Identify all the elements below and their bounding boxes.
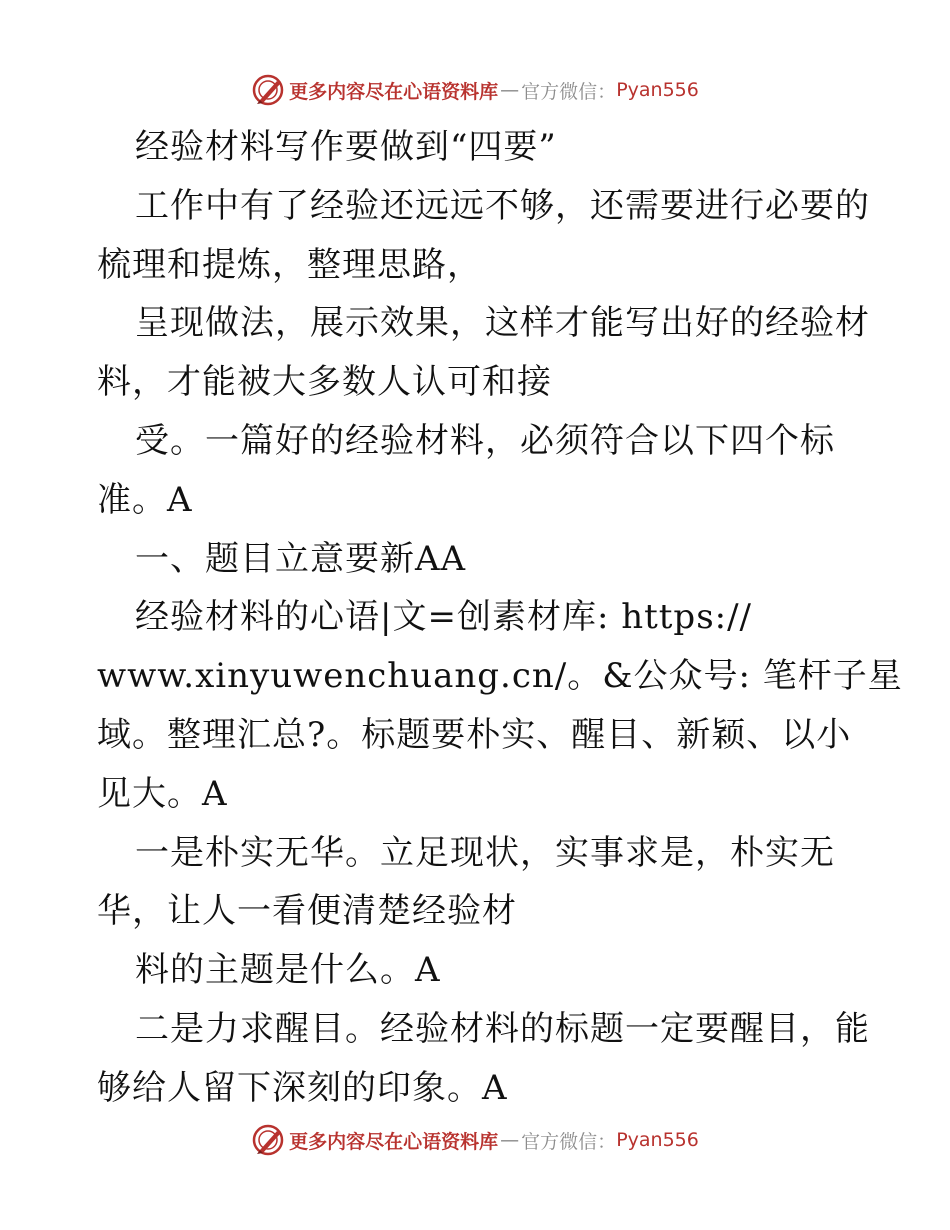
header-banner	[0, 70, 950, 110]
header-wechat-id: Pyan556	[616, 79, 699, 101]
document-body	[97, 118, 903, 1118]
paragraph-line: 见大。A	[97, 773, 228, 814]
paragraph-line: 料，才能被大多数人认可和接	[97, 362, 552, 403]
paragraph-line: 一是朴实无华。立足现状，实事求是，朴实无	[135, 832, 835, 873]
section-heading: 一、题目立意要新AA	[135, 538, 467, 579]
paragraph-line: 梳理和提炼，整理思路，	[97, 244, 482, 285]
paragraph-line: 工作中有了经验还远远不够，还需要进行必要的	[135, 185, 870, 226]
paragraph-line: 华，让人一看便清楚经验材	[97, 891, 517, 932]
footer-wechat-label: 官方微信：	[521, 1130, 617, 1153]
pen-logo-icon	[251, 1123, 285, 1157]
pen-logo-icon	[251, 73, 285, 107]
footer-banner	[0, 1120, 950, 1160]
header-brand-text: 更多内容尽在心语资料库	[289, 80, 499, 103]
footer-dash: —	[500, 1129, 520, 1151]
paragraph-line: 经验材料的心语|文=创素材库: https://	[135, 597, 753, 638]
paragraph-line: 准。A	[97, 479, 193, 520]
paragraph-line: 二是力求醒目。经验材料的标题一定要醒目，能	[135, 1008, 870, 1049]
paragraph-line: 受。一篇好的经验材料，必须符合以下四个标	[135, 420, 835, 461]
paragraph-line: 料的主题是什么。A	[135, 950, 441, 991]
footer-wechat-id: Pyan556	[616, 1129, 699, 1151]
paragraph-line: 够给人留下深刻的印象。A	[97, 1067, 508, 1108]
url-line: www.xinyuwenchuang.cn/。&公众号: 笔杆子星	[97, 656, 903, 697]
header-wechat-label: 官方微信：	[521, 80, 617, 103]
document-title: 经验材料写作要做到“四要”	[135, 127, 557, 167]
header-dash: —	[500, 79, 520, 101]
paragraph-line: 呈现做法，展示效果，这样才能写出好的经验材	[135, 303, 870, 344]
paragraph-line: 域。整理汇总?。标题要朴实、醒目、新颖、以小	[97, 714, 852, 755]
footer-brand-text: 更多内容尽在心语资料库	[289, 1130, 499, 1153]
